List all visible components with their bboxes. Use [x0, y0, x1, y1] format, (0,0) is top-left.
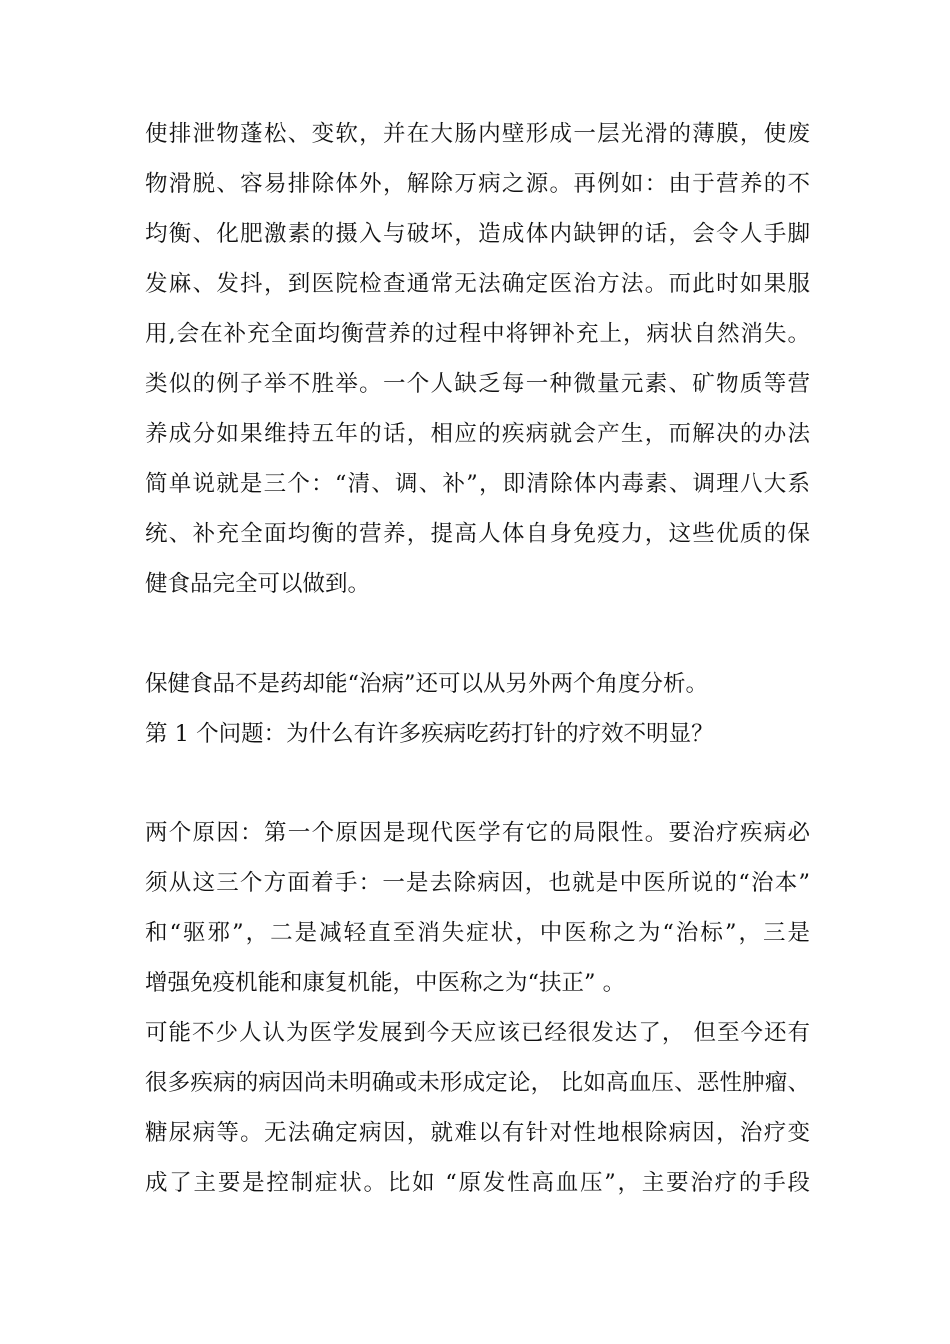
text-line: 须从这三个方面着手：一是去除病因，也就是中医所说的“治本”	[145, 870, 810, 896]
text-line: 统、补充全面均衡的营养，提高人体自身免疫力，这些优质的保	[145, 521, 810, 547]
text-line: 类似的例子举不胜举。一个人缺乏每一种微量元素、矿物质等营	[145, 371, 810, 397]
text-line: 简单说就是三个：“清、调、补”，即清除体内毒素、调理八大系	[145, 471, 810, 497]
text-line: 发麻、发抖，到医院检查通常无法确定医治方法。而此时如果服	[145, 271, 810, 297]
text-line: 可能不少人认为医学发展到今天应该已经很发达了， 但至今还有	[145, 1020, 810, 1046]
text-line: 和“驱邪”，二是减轻直至消失症状，中医称之为“治标”，三是	[145, 920, 810, 946]
text-line: 增强免疫机能和康复机能，中医称之为“扶正” 。	[145, 970, 626, 996]
text-line: 用,会在补充全面均衡营养的过程中将钾补充上，病状自然消失。	[145, 321, 810, 347]
text-line: 养成分如果维持五年的话，相应的疾病就会产生，而解决的办法	[145, 421, 810, 447]
text-line: 糖尿病等。无法确定病因，就难以有针对性地根除病因，治疗变	[145, 1120, 810, 1146]
text-line: 第 1 个问题：为什么有许多疾病吃药打针的疗效不明显？	[145, 721, 714, 747]
text-line: 均衡、化肥激素的摄入与破坏，造成体内缺钾的话，会令人手脚	[145, 221, 810, 247]
text-line: 两个原因：第一个原因是现代医学有它的局限性。要治疗疾病必	[145, 820, 810, 846]
text-line: 成了主要是控制症状。比如 “原发性高血压”，主要治疗的手段	[145, 1170, 810, 1196]
text-line: 健食品完全可以做到。	[145, 571, 371, 597]
text-line: 保健食品不是药却能“治病”还可以从另外两个角度分析。	[145, 671, 709, 697]
text-line: 物滑脱、容易排除体外，解除万病之源。再例如：由于营养的不	[145, 171, 810, 197]
text-line: 很多疾病的病因尚未明确或未形成定论， 比如高血压、恶性肿瘤、	[145, 1070, 810, 1096]
text-line: 使排泄物蓬松、变软，并在大肠内壁形成一层光滑的薄膜，使废	[145, 121, 810, 147]
